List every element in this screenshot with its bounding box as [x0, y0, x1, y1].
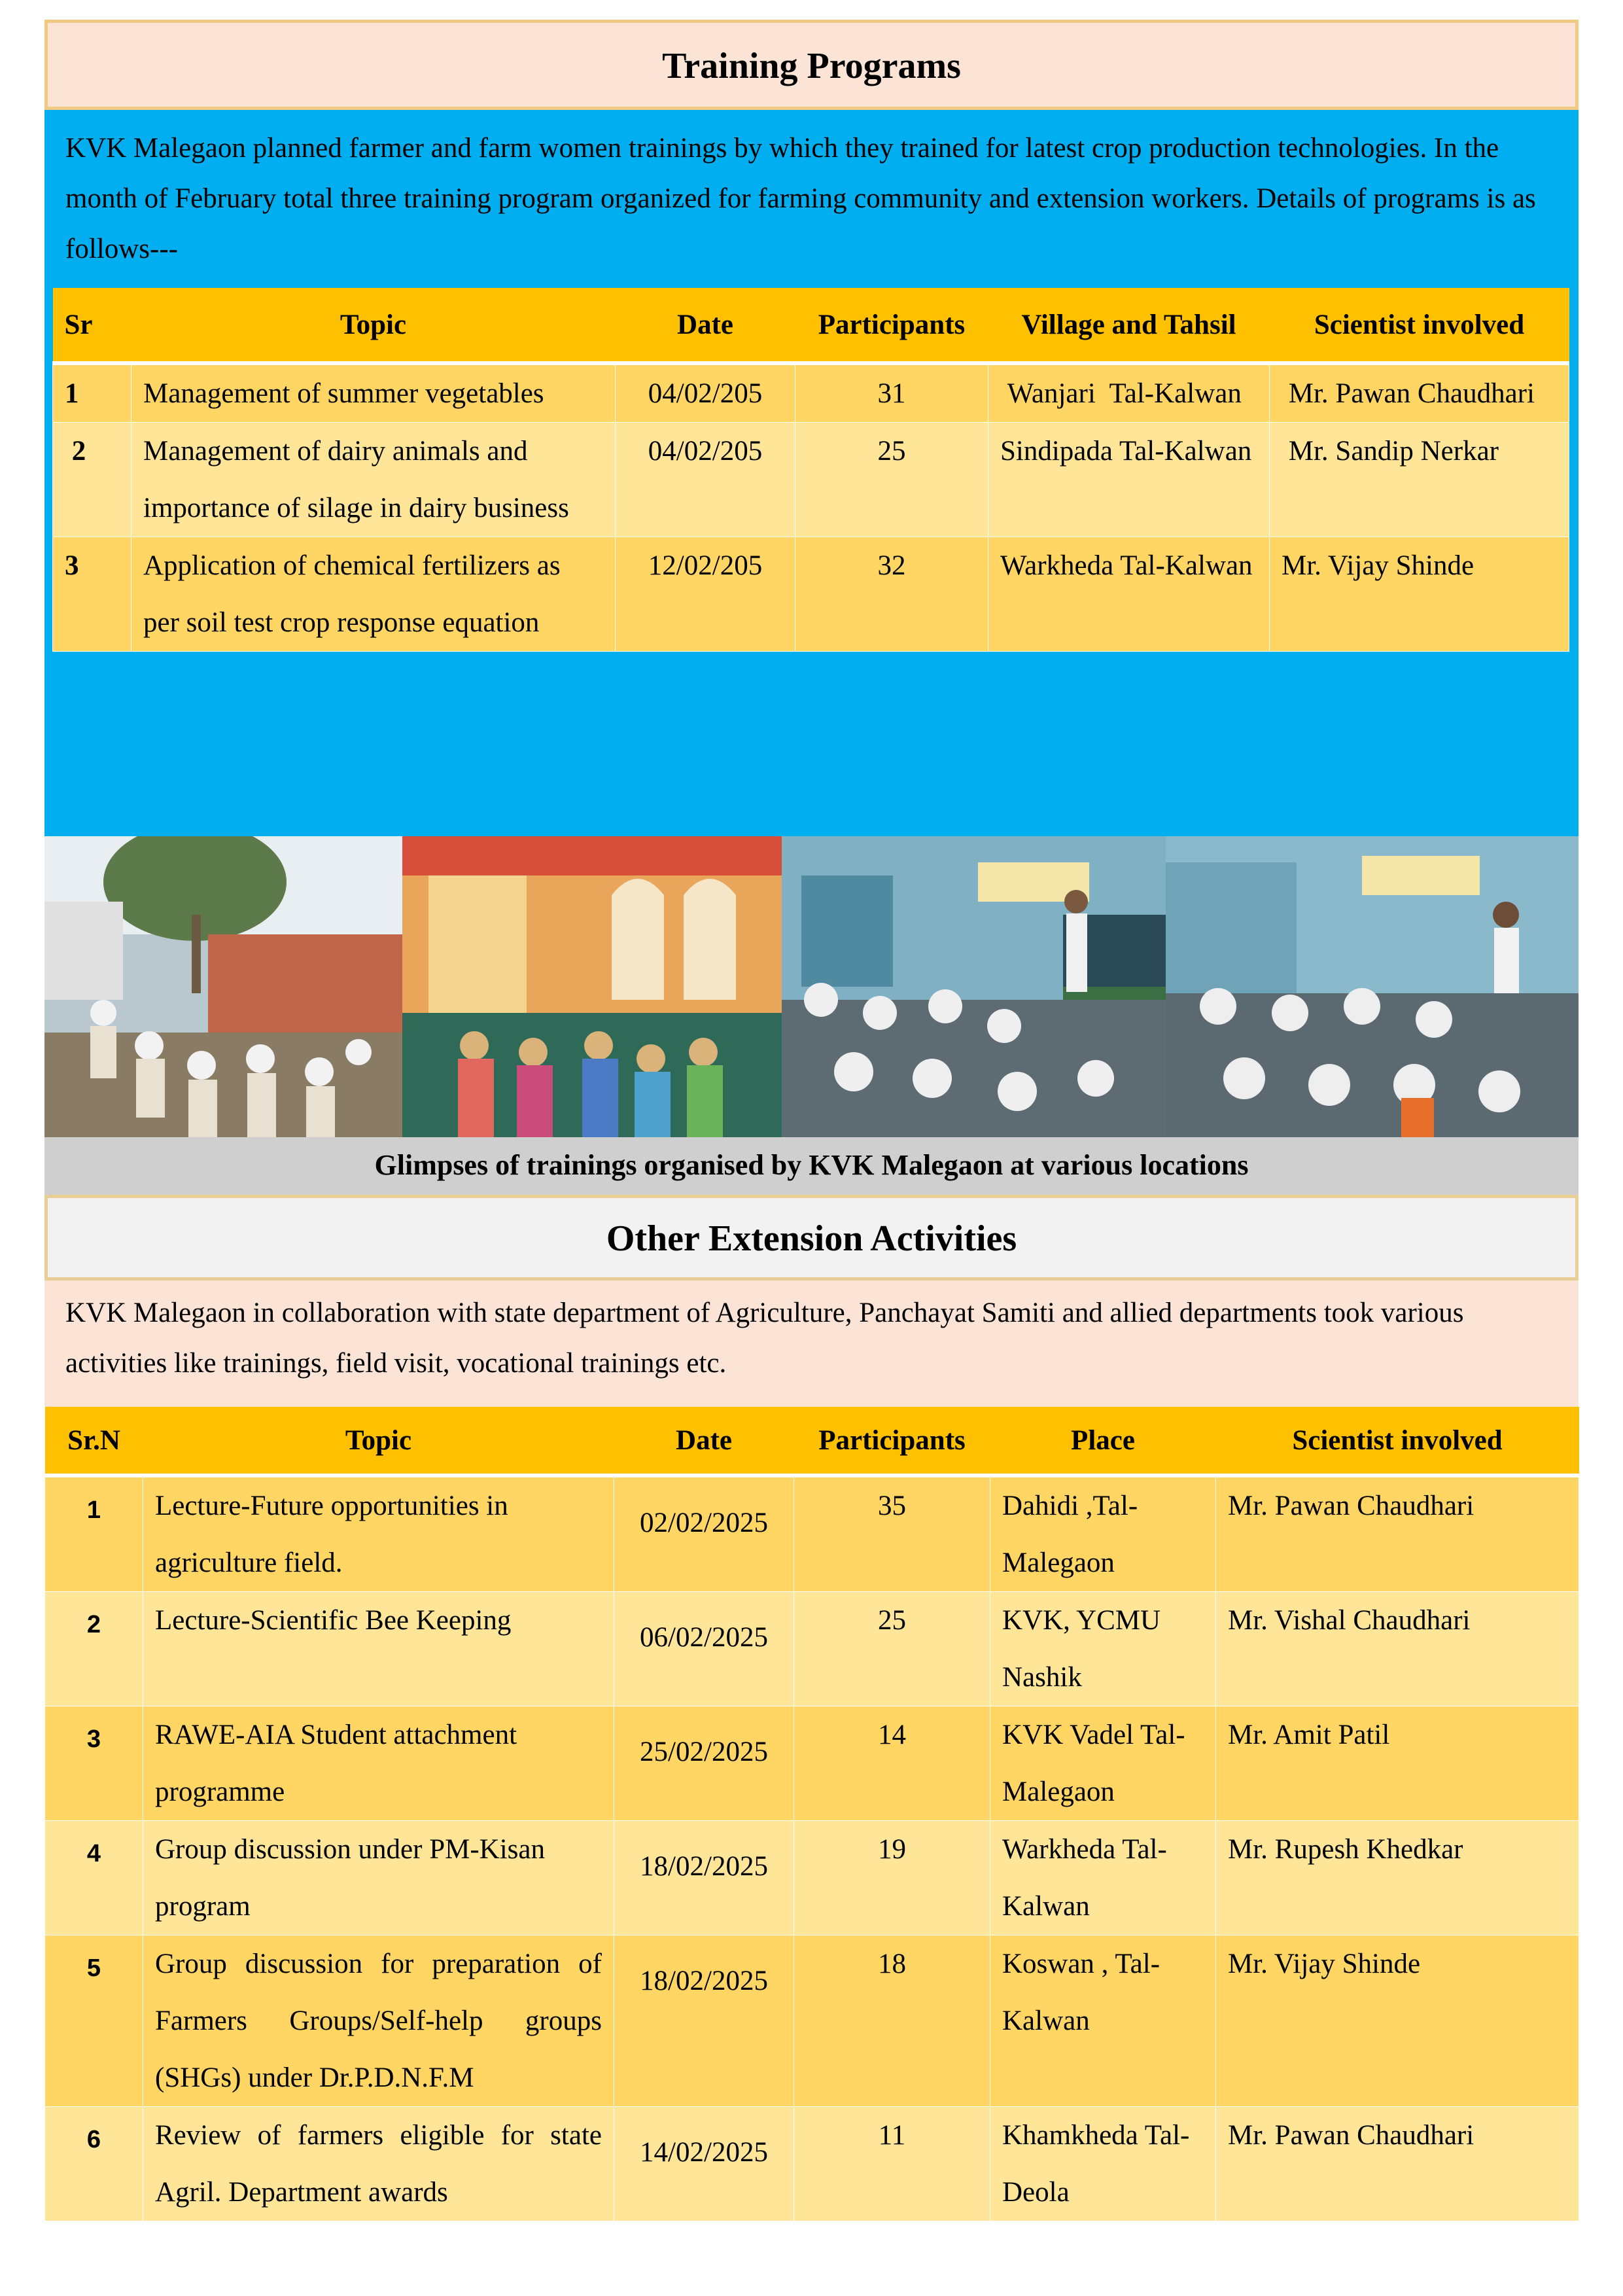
cell-scientist: Mr. Vijay Shinde — [1216, 1935, 1579, 2107]
cell-participants: 32 — [795, 537, 988, 652]
cell-topic: Application of chemical fertilizers as per soil test crop response equation — [131, 537, 616, 652]
table-row — [53, 363, 1569, 423]
cell-date: 06/02/2025 — [614, 1592, 794, 1706]
cell-participants: 19 — [794, 1821, 990, 1935]
cell-topic: Management of dairy animals and importance of silage in dairy business — [131, 423, 616, 537]
cell-village: Sindipada Tal-Kalwan — [988, 423, 1270, 537]
cell-scientist: Mr. Rupesh Khedkar — [1216, 1821, 1579, 1935]
table-row — [45, 1706, 1579, 1821]
table-row — [53, 537, 1569, 652]
header-scientist: Scientist involved — [1216, 1407, 1579, 1475]
cell-participants: 14 — [794, 1706, 990, 1821]
header-participants: Participants — [794, 1407, 990, 1475]
cell-place: KVK Vadel Tal- Malegaon — [990, 1706, 1216, 1821]
training-programs-title: Training Programs — [44, 20, 1579, 110]
cell-place: Khamkheda Tal-Deola — [990, 2107, 1216, 2221]
cell-topic: Lecture-Scientific Bee Keeping — [143, 1592, 614, 1706]
training-photo-2 — [402, 836, 782, 1137]
training-programs-intro: KVK Malegaon planned farmer and farm women trainings by which they trained for latest crop production technologies. In the month of February total three training program organized for farming community and extension workers. Details of programs is as follows--- — [65, 133, 1536, 264]
header-date: Date — [616, 288, 795, 363]
header-topic: Topic — [143, 1407, 614, 1475]
cell-topic: RAWE-AIA Student attachment programme — [143, 1706, 614, 1821]
cell-topic: Group discussion for preparation of Farmers Groups/Self-help groups (SHGs) under Dr.P.D.N.F.M — [143, 1935, 614, 2107]
cell-date: 04/02/205 — [616, 423, 795, 537]
cell-participants: 18 — [794, 1935, 990, 2107]
cell-date: 04/02/205 — [616, 363, 795, 423]
cell-topic: Review of farmers eligible for state Agril. Department awards — [143, 2107, 614, 2221]
cell-date: 12/02/205 — [616, 537, 795, 652]
cell-sr: 1 — [45, 1475, 143, 1592]
cell-place: Koswan , Tal-Kalwan — [990, 1935, 1216, 2107]
cell-village: Wanjari Tal-Kalwan — [988, 363, 1270, 423]
cell-scientist: Mr. Sandip Nerkar — [1270, 423, 1569, 537]
cell-participants: 31 — [795, 363, 988, 423]
other-extension-title: Other Extension Activities — [44, 1195, 1579, 1280]
cell-place: Dahidi ,Tal-Malegaon — [990, 1475, 1216, 1592]
table-row — [45, 1821, 1579, 1935]
cell-date: 25/02/2025 — [614, 1706, 794, 1821]
cell-date: 18/02/2025 — [614, 1821, 794, 1935]
header-place: Place — [990, 1407, 1216, 1475]
header-participants: Participants — [795, 288, 988, 363]
header-sr: Sr.N — [45, 1407, 143, 1475]
cell-scientist: Mr. Vijay Shinde — [1270, 537, 1569, 652]
table-header-row — [45, 1407, 1579, 1475]
cell-topic: Lecture-Future opportunities in agriculture field. — [143, 1475, 614, 1592]
cell-scientist: Mr. Amit Patil — [1216, 1706, 1579, 1821]
training-photos-strip — [44, 836, 1579, 1137]
other-extension-intro: KVK Malegaon in collaboration with state department of Agriculture, Panchayat Samiti and allied departments took various activities like trainings, field visit, vocational trainings etc. — [65, 1298, 1464, 1379]
table-row — [45, 1475, 1579, 1592]
table-row — [45, 2107, 1579, 2221]
table-header-row — [53, 288, 1569, 363]
training-photo-3 — [782, 836, 1166, 1137]
table-row — [45, 1935, 1579, 2107]
training-photo-1 — [44, 836, 402, 1137]
cell-scientist: Mr. Pawan Chaudhari — [1270, 363, 1569, 423]
cell-topic: Management of summer vegetables — [131, 363, 616, 423]
cell-participants: 25 — [794, 1592, 990, 1706]
cell-date: 02/02/2025 — [614, 1475, 794, 1592]
cell-village: Warkheda Tal-Kalwan — [988, 537, 1270, 652]
cell-sr: 6 — [45, 2107, 143, 2221]
cell-participants: 35 — [794, 1475, 990, 1592]
cell-scientist: Mr. Pawan Chaudhari — [1216, 2107, 1579, 2221]
cell-participants: 25 — [795, 423, 988, 537]
other-extension-table — [44, 1407, 1579, 2221]
photo-caption: Glimpses of trainings organised by KVK Malegaon at various locations — [44, 1137, 1579, 1195]
header-date: Date — [614, 1407, 794, 1475]
cell-date: 14/02/2025 — [614, 2107, 794, 2221]
cell-place: KVK, YCMU Nashik — [990, 1592, 1216, 1706]
cell-date: 18/02/2025 — [614, 1935, 794, 2107]
header-topic: Topic — [131, 288, 616, 363]
header-village: Village and Tahsil — [988, 288, 1270, 363]
training-programs-table — [52, 288, 1569, 652]
cell-scientist: Mr. Pawan Chaudhari — [1216, 1475, 1579, 1592]
header-sr: Sr — [53, 288, 131, 363]
cell-scientist: Mr. Vishal Chaudhari — [1216, 1592, 1579, 1706]
cell-sr: 2 — [53, 423, 131, 537]
cell-sr: 5 — [45, 1935, 143, 2107]
cell-sr: 3 — [45, 1706, 143, 1821]
cell-topic: Group discussion under PM-Kisan program — [143, 1821, 614, 1935]
cell-sr: 4 — [45, 1821, 143, 1935]
table-row — [53, 423, 1569, 537]
training-photo-4 — [1166, 836, 1579, 1137]
header-scientist: Scientist involved — [1270, 288, 1569, 363]
table-row — [45, 1592, 1579, 1706]
cell-sr: 3 — [53, 537, 131, 652]
cell-place: Warkheda Tal-Kalwan — [990, 1821, 1216, 1935]
cell-sr: 2 — [45, 1592, 143, 1706]
cell-sr: 1 — [53, 363, 131, 423]
cell-participants: 11 — [794, 2107, 990, 2221]
